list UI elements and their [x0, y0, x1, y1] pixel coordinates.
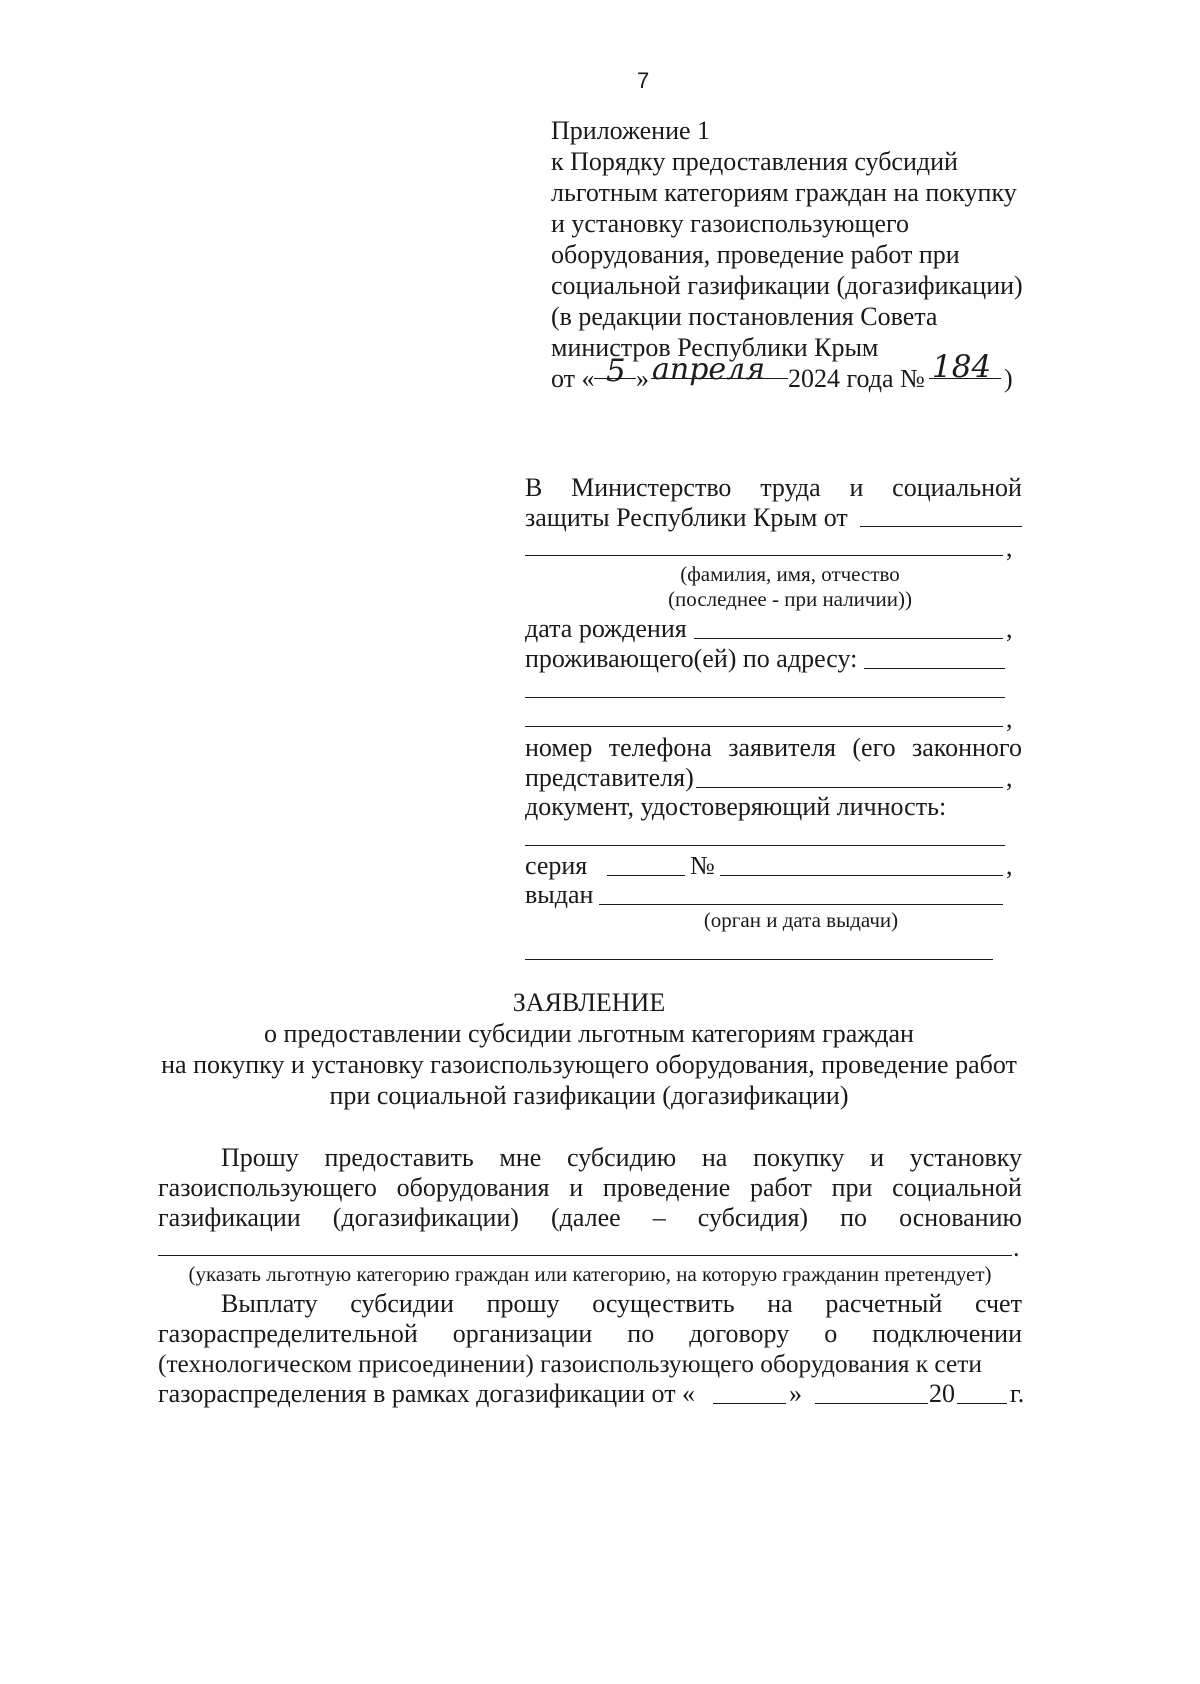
word: счет	[974, 1289, 1022, 1318]
comma: ,	[1006, 763, 1013, 792]
fio-hint-1: (фамилия, имя, отчество	[680, 562, 900, 586]
word: субсидии	[350, 1289, 454, 1318]
applicant-name-field-2[interactable]	[525, 555, 1003, 556]
word: Выплату	[221, 1289, 318, 1318]
id-document-field[interactable]	[525, 845, 1005, 846]
handwritten-month: апреля	[652, 352, 766, 387]
word: и	[849, 473, 864, 502]
word: –	[652, 1203, 666, 1232]
basis-field[interactable]	[158, 1255, 1012, 1256]
issued-field-2[interactable]	[525, 959, 993, 960]
word: социальной	[892, 473, 1022, 502]
date-mid: »	[636, 364, 649, 393]
word: по	[840, 1203, 868, 1232]
series-label: серия	[525, 851, 588, 880]
word: на	[701, 1143, 728, 1172]
statement-heading: ЗАЯВЛЕНИЕ	[512, 988, 666, 1017]
statement-subtitle-2: на покупку и установку газоиспользующего оборудования, проведение работ	[161, 1050, 1017, 1079]
contract-day-field[interactable]	[713, 1403, 786, 1404]
word: субсидия)	[697, 1203, 809, 1232]
appendix-line: к Порядку предоставления субсидий	[551, 147, 958, 176]
word: (его	[852, 733, 896, 762]
contract-century: 20	[929, 1379, 955, 1408]
birth-date-label: дата рождения	[525, 614, 687, 643]
word: при	[831, 1173, 873, 1202]
body-p2-line-3: (технологическом присоединении) газоиспользующего оборудования к сети	[158, 1350, 982, 1378]
word: мне	[499, 1143, 542, 1172]
word: предоставить	[324, 1143, 474, 1172]
word: осуществить	[592, 1289, 735, 1318]
word: подключении	[872, 1319, 1022, 1348]
appendix-line: министров Республики Крым	[551, 333, 879, 362]
comma: ,	[1006, 851, 1013, 880]
fio-hint-2: (последнее - при наличии))	[668, 587, 912, 611]
word: и	[569, 1173, 584, 1202]
comma: ,	[1006, 533, 1013, 562]
word: номер	[525, 733, 593, 762]
comma: ,	[1006, 704, 1013, 733]
word: законного	[911, 733, 1022, 762]
word: социальной	[892, 1173, 1022, 1202]
word: В	[525, 473, 543, 502]
date-year-text: 2024 года №	[788, 364, 925, 393]
phone-label-line	[525, 733, 1022, 763]
word: покупку	[753, 1143, 845, 1172]
word: оборудования	[396, 1173, 550, 1202]
word: организации	[452, 1319, 593, 1348]
word: на	[767, 1289, 793, 1318]
appendix-line: (в редакции постановления Совета	[551, 302, 938, 331]
appendix-line: социальной газификации (догазификации)	[551, 271, 1023, 300]
body-p1-line-3	[158, 1203, 1022, 1233]
period: .	[1013, 1233, 1020, 1262]
word: (догазификации)	[332, 1203, 519, 1232]
phone-label-2: представителя)	[525, 763, 694, 792]
handwritten-number: 184	[932, 349, 992, 385]
body-p2-line-1	[221, 1289, 1022, 1319]
word: основанию	[899, 1203, 1022, 1232]
word: (далее	[550, 1203, 621, 1232]
addressee-line-2: защиты Республики Крым от	[525, 503, 848, 532]
contract-month-field[interactable]	[815, 1403, 928, 1404]
date-suffix: )	[1004, 364, 1013, 393]
handwritten-day: 5	[606, 353, 626, 389]
appendix-line: льготным категориям граждан на покупку	[551, 178, 1017, 207]
birth-date-field[interactable]	[694, 638, 1003, 639]
statement-subtitle-1: о предоставлении субсидии льготным категориям граждан	[264, 1019, 914, 1048]
issued-field[interactable]	[599, 904, 1003, 905]
applicant-name-field[interactable]	[860, 526, 1022, 527]
word: о	[824, 1319, 838, 1348]
body-p1-line-1	[221, 1143, 1022, 1173]
appendix-line: оборудования, проведение работ при	[551, 240, 960, 269]
series-field[interactable]	[607, 875, 685, 876]
page-number: 7	[637, 68, 650, 93]
word: проведение	[602, 1173, 731, 1202]
addressee-line-1	[525, 473, 1022, 503]
word: и	[870, 1143, 885, 1172]
contract-year-field[interactable]	[957, 1403, 1007, 1404]
address-label: проживающего(ей) по адресу:	[525, 644, 858, 673]
word: заявителя	[728, 733, 837, 762]
word: газификации	[158, 1203, 301, 1232]
word: работ	[750, 1173, 812, 1202]
contract-year-suffix: г.	[1010, 1379, 1025, 1408]
word: по	[627, 1319, 655, 1348]
word: установку	[909, 1143, 1022, 1172]
appendix-line: Приложение 1	[551, 116, 711, 145]
word: труда	[760, 473, 821, 502]
body-p2-line-2	[158, 1319, 1022, 1349]
number-label: №	[690, 851, 715, 880]
word: телефона	[608, 733, 712, 762]
document-number-field[interactable]	[720, 875, 1003, 876]
body-p1-line-2	[158, 1173, 1022, 1203]
word: договору	[689, 1319, 790, 1348]
basis-hint: (указать льготную категорию граждан или категорию, на которую гражданин претендует)	[188, 1262, 992, 1286]
issued-hint: (орган и дата выдачи)	[703, 908, 899, 932]
statement-subtitle-3: при социальной газификации (догазификации)	[329, 1081, 849, 1110]
phone-field[interactable]	[696, 787, 1003, 788]
word: газоиспользующего	[158, 1173, 377, 1202]
issued-label: выдан	[525, 880, 594, 909]
word: субсидию	[567, 1143, 677, 1172]
appendix-line: и установку газоиспользующего	[551, 209, 910, 238]
address-field-2[interactable]	[525, 697, 1005, 698]
date-prefix: от «	[551, 364, 595, 393]
address-field-3[interactable]	[525, 726, 1003, 727]
word: Министерство	[571, 473, 732, 502]
contract-date-close: »	[789, 1379, 802, 1408]
contract-date-text: газораспределения в рамках догазификации от «	[158, 1379, 696, 1408]
comma: ,	[1006, 614, 1013, 643]
word: Прошу	[221, 1143, 299, 1172]
word: расчетный	[825, 1289, 943, 1318]
address-field[interactable]	[864, 668, 1005, 669]
word: прошу	[486, 1289, 560, 1318]
id-document-label: документ, удостоверяющий личность:	[525, 792, 947, 821]
word: газораспределительной	[158, 1319, 418, 1348]
